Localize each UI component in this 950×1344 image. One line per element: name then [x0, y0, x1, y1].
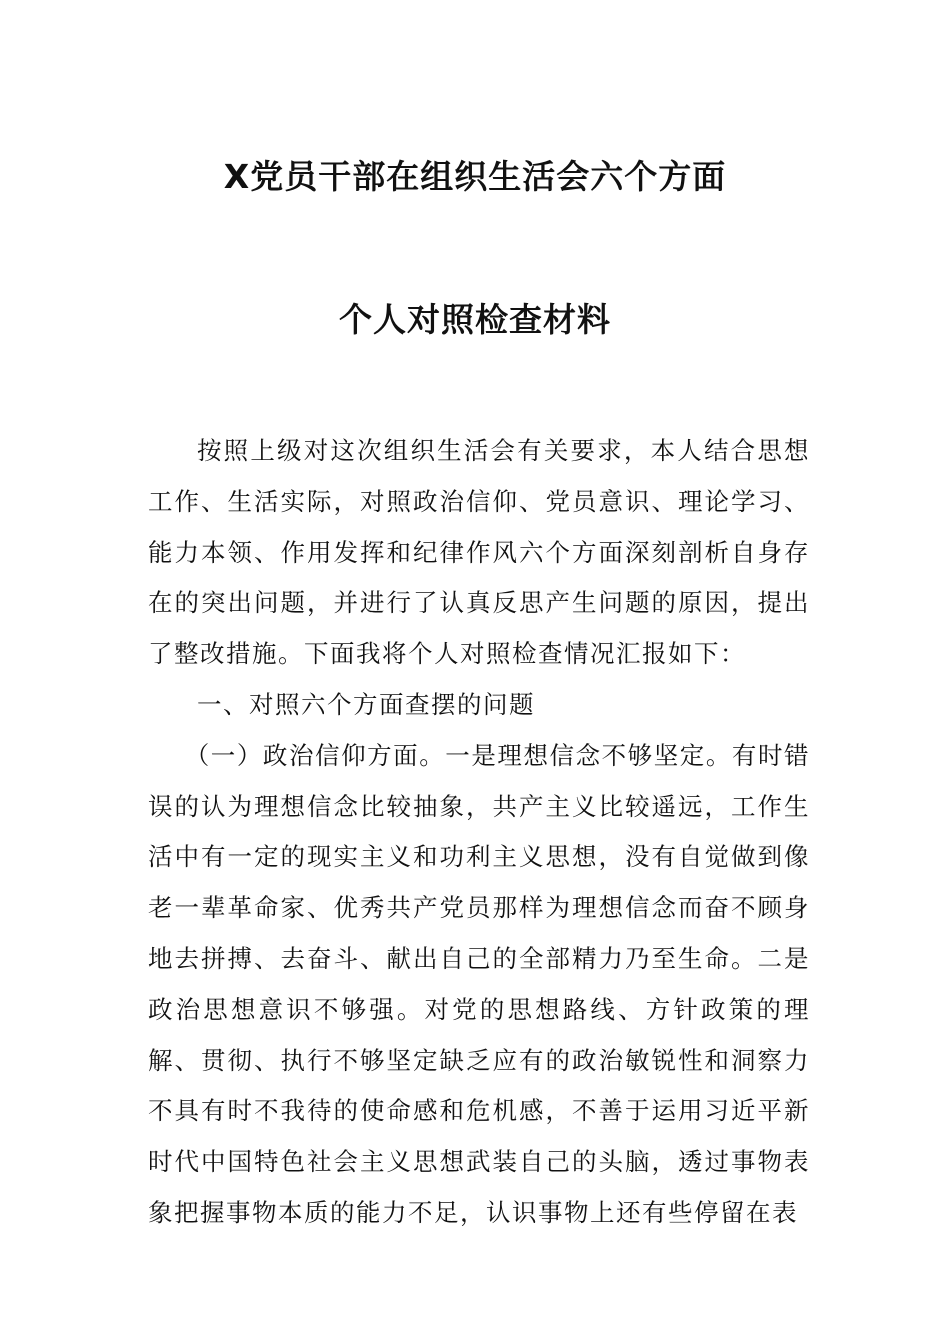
document-title-line-2: 个人对照检查材料 — [339, 300, 611, 339]
document-body — [148, 426, 810, 1239]
intro-paragraph: 按照上级对这次组织生活会有关要求，本人结合思想工作、生活实际，对照政治信仰、党员意识、理论学习、能力本领、作用发挥和纪律作风六个方面深刻剖析自身存在的突出问题，并进行了认真反思产生问题的原因，提出了整改措施。下面我将个人对照检查情况汇报如下： — [148, 436, 810, 669]
subsection-paragraph: （一）政治信仰方面。一是理想信念不够坚定。有时错误的认为理想信念比较抽象，共产主义比较遥远，工作生活中有一定的现实主义和功利主义思想，没有自觉做到像老一辈革命家、优秀共产党员那样为理想信念而奋不顾身地去拼搏、去奋斗、献出自己的全部精力乃至生命。二是政治思想意识不够强。对党的思想路线、方针政策的理解、贯彻、执行不够坚定缺乏应有的政治敏锐性和洞察力不具有时不我待的使命感和危机感，不善于运用习近平新时代中国特色社会主义思想武装自己的头脑，透过事物表象把握事物本质的能力不足，认识事物上还有些停留在表 — [148, 740, 810, 1227]
section-heading: 一、对照六个方面查摆的问题 — [197, 689, 535, 719]
document-title-line-1: X党员干部在组织生活会六个方面 — [223, 157, 727, 196]
